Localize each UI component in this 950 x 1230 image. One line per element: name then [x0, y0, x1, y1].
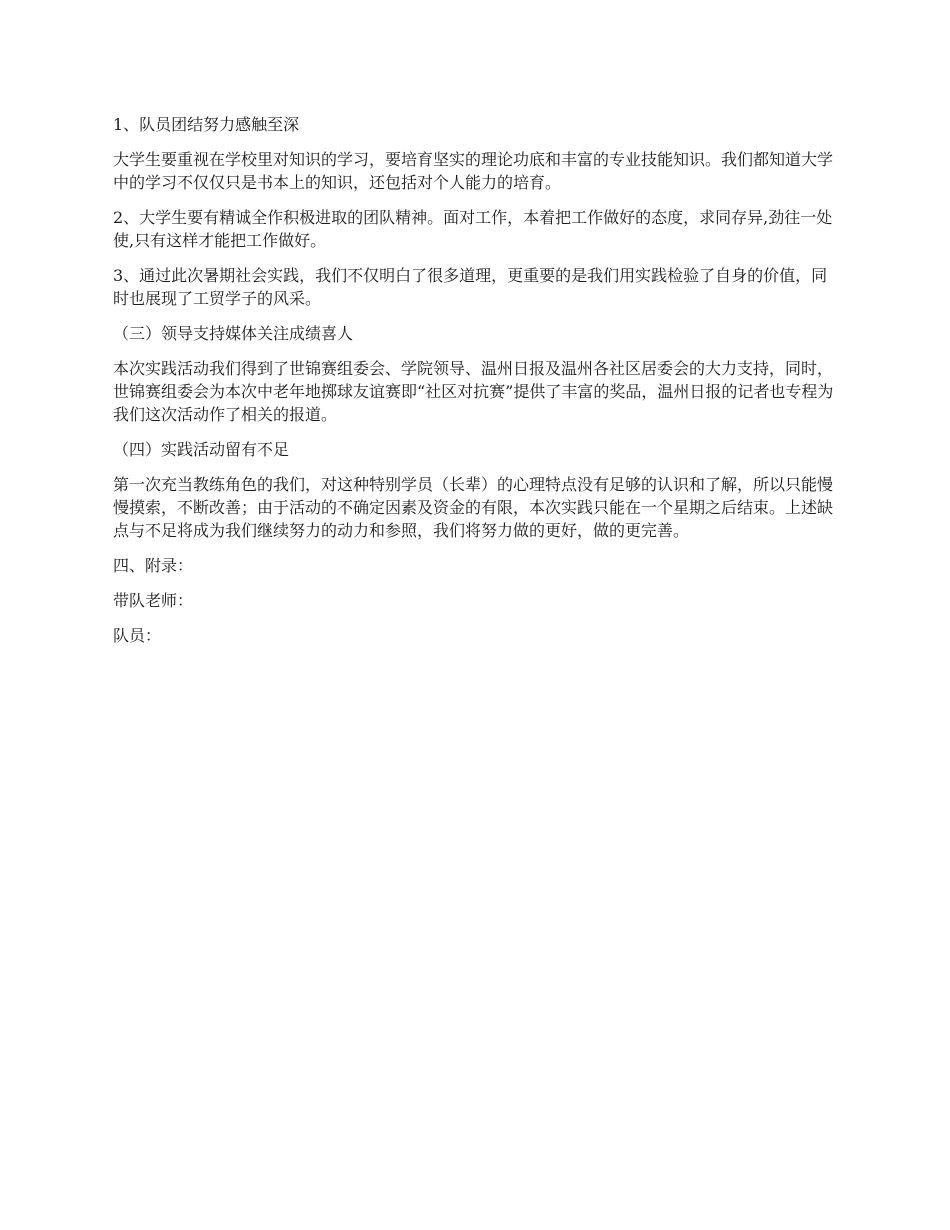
- paragraph-practice-value: 3、通过此次暑期社会实践，我们不仅明白了很多道理，更重要的是我们用实践检验了自身的价值，同时也展现了工贸学子的风采。: [113, 266, 828, 308]
- label-lead-teacher: 带队老师：: [113, 591, 194, 610]
- heading-team-unity: 1、队员团结努力感触至深: [113, 115, 300, 134]
- heading-shortcomings: （四）实践活动留有不足: [113, 440, 290, 459]
- heading-appendix: 四、附录：: [113, 556, 194, 575]
- document-body: [113, 113, 839, 659]
- heading-leadership-support: （三）领导支持媒体关注成绩喜人: [113, 324, 354, 343]
- paragraph-support-details: 本次实践活动我们得到了世锦赛组委会、学院领导、温州日报及温州各社区居委会的大力支持，同时，世锦赛组委会为本次中老年地掷球友谊赛即“社区对抗赛”提供了丰富的奖品，温州日报的记者也专程为我们这次活动作了相关的报道。: [113, 359, 834, 424]
- label-team-members: 队员：: [113, 626, 162, 645]
- paragraph-team-spirit: 2、大学生要有精诚全作积极进取的团队精神。面对工作，本着把工作做好的态度，求同存异,劲往一处使,只有这样才能把工作做好。: [113, 208, 833, 250]
- paragraph-knowledge-study: 大学生要重视在学校里对知识的学习，要培育坚实的理论功底和丰富的专业技能知识。我们都知道大学中的学习不仅仅只是书本上的知识，还包括对个人能力的培育。: [113, 150, 834, 192]
- paragraph-shortcomings-details: 第一次充当教练角色的我们，对这种特别学员（长辈）的心理特点没有足够的认识和了解，所以只能慢慢摸索，不断改善；由于活动的不确定因素及资金的有限，本次实践只能在一个星期之后结束。上述缺点与不足将成为我们继续努力的动力和参照，我们将努力做的更好，做的更完善。: [113, 475, 834, 540]
